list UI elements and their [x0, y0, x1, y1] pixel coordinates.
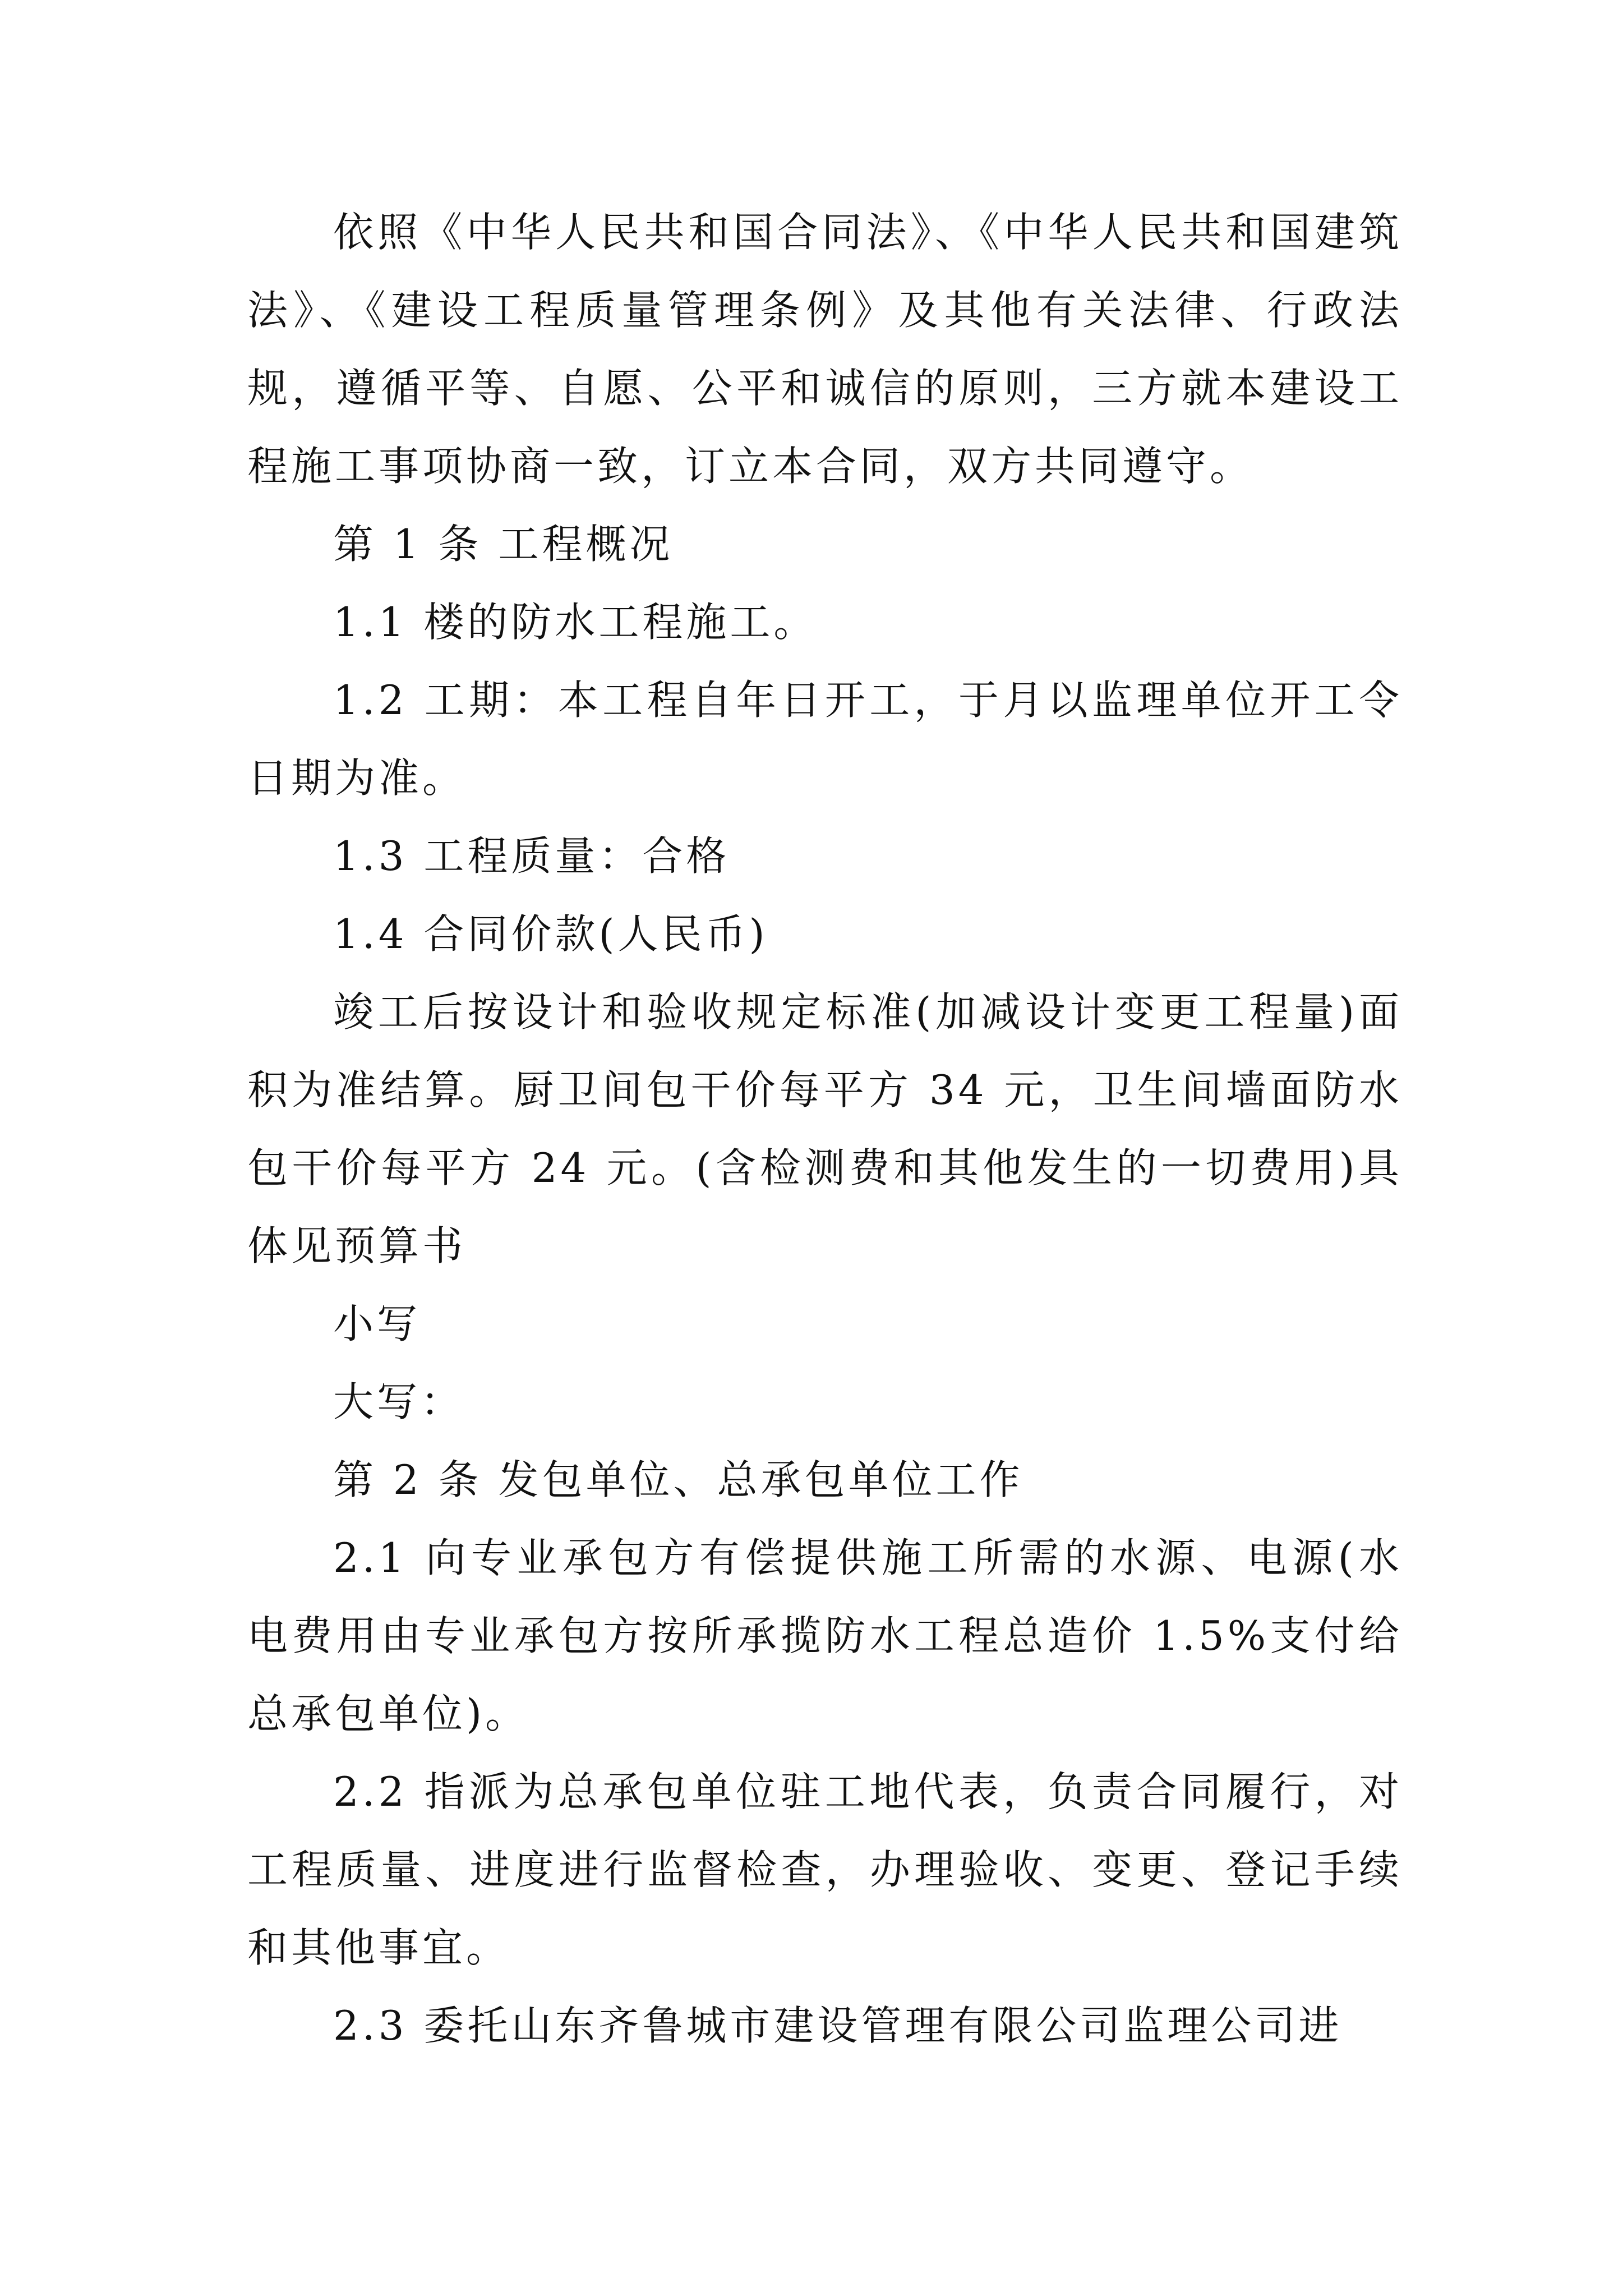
- paragraph-2-3: 2.3 委托山东齐鲁城市建设管理有限公司监理公司进: [333, 2002, 1343, 2049]
- paragraph-2-1: 2.1 向专业承包方有偿提供施工所需的水源、电源(水电费用由专业承包方按所承揽防水工程总造价 1.5%支付给总承包单位)。: [247, 1534, 1403, 1737]
- paragraph-1-4: 1.4 合同价款(人民币): [333, 910, 768, 958]
- heading-article-1: 第 1 条 工程概况: [333, 521, 674, 568]
- paragraph-settlement: 竣工后按设计和验收规定标准(加减设计变更工程量)面积为准结算。厨卫间包干价每平方 34 元，卫生间墙面防水包干价每平方 24 元。(含检测费和其他发生的一切费用)具体见预算书: [247, 988, 1403, 1269]
- paragraph-1-1: 1.1 楼的防水工程施工。: [333, 599, 818, 646]
- paragraph-1-3: 1.3 工程质量：合格: [333, 832, 730, 880]
- paragraph-preamble: 依照《中华人民共和国合同法》、《中华人民共和国建筑法》、《建设工程质量管理条例》及其他有关法律、行政法规，遵循平等、自愿、公平和诚信的原则，三方就本建设工程施工事项协商一致，订立本合同，双方共同遵守。: [247, 209, 1403, 490]
- paragraph-lowercase-amount: 小写: [333, 1300, 421, 1347]
- document-body: [247, 194, 1403, 2065]
- paragraph-uppercase-amount: 大写：: [333, 1378, 465, 1425]
- paragraph-2-2: 2.2 指派为总承包单位驻工地代表，负责合同履行，对工程质量、进度进行监督检查，办理验收、变更、登记手续和其他事宜。: [247, 1768, 1403, 1971]
- heading-article-2: 第 2 条 发包单位、总承包单位工作: [333, 1456, 1023, 1503]
- paragraph-1-2: 1.2 工期：本工程自年日开工，于月以监理单位开工令日期为准。: [247, 677, 1403, 802]
